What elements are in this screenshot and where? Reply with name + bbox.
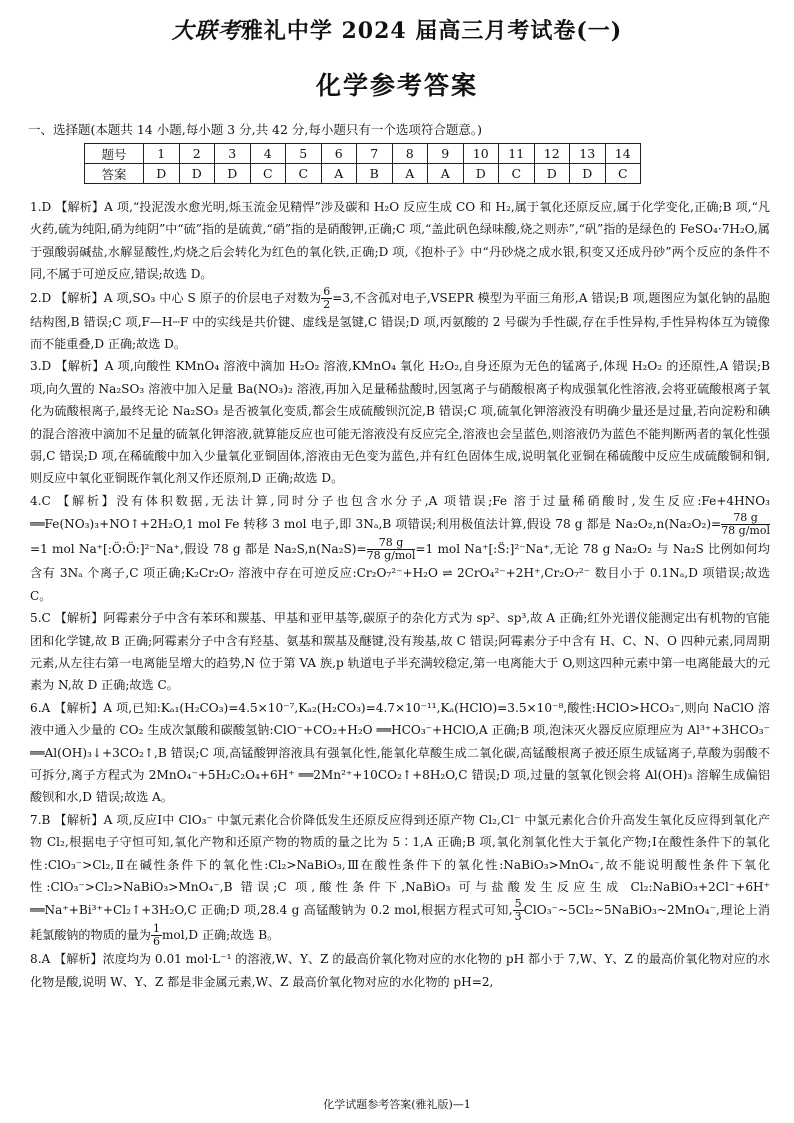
fraction [721, 512, 770, 537]
table-cell: C [499, 164, 535, 184]
fraction-numerator: 78 g [721, 512, 770, 525]
page-title: 化学参考答案 [315, 71, 478, 100]
answer-text: 5.C 【解析】阿霉素分子中含有苯环和羰基、甲基和亚甲基等,碳原子的杂化方式为 sp²、sp³,故 A 正确;红外光谱仪能测定出有机物的官能团和化学键,故 B 正确;阿霉素分子中含有羟基、氨基和羰基及醚键,没有羧基,故 C 错误;阿霉素分子中含有 H、C、N、O 四种元素,同周期元素,从左往右第一电离能呈增大的趋势,N 位于第 VA 族,p 轨道电子半充满较稳定,第一电离能大于 O,则这四种元素中第一电离能最大的元素为 N,故 D 正确;故选 C。 [30, 611, 770, 693]
answer-text: mol,D 正确;故选 B。 [161, 928, 280, 943]
answer-text: 6.A 【解析】A 项,已知:Kₐ₁(H₂CO₃)=4.5×10⁻⁷,Kₐ₂(H₂CO₃)=4.7×10⁻¹¹,Kₐ(HClO)=3.5×10⁻⁸,酸性:HClO>HCO₃⁻,则向 NaClO 溶液中通入少量的 CO₂ 生成次氯酸和碳酸氢钠:ClO⁻+CO₂+H₂O ══HCO₃⁻+HClO,A 正确;B 项,泡沫灭火器反应原理应为 Al³⁺+3HCO₃⁻ ══Al(OH)₃↓+3CO₂↑,B 错误;C 项,高锰酸钾溶液具有强氧化性,能氧化草酸生成二氧化碳,高锰酸根离子被还原生成锰离子,草酸为弱酸不可拆分,离子方程式为 2MnO₄⁻+5H₂C₂O₄+6H⁺ ══2Mn²⁺+10CO₂↑+8H₂O,C 错误;D 项,过量的氢氧化钡会将 Al(OH)₃ 溶解生成偏铝酸钡和水,D 错误;故选 A。 [30, 700, 770, 805]
fraction [367, 537, 416, 562]
table-cell: B [357, 164, 393, 184]
answer-item [30, 697, 770, 809]
table-cell: D [570, 164, 606, 184]
answer-item [30, 948, 770, 993]
table-cell: C [250, 164, 286, 184]
answer-text: 3.D 【解析】A 项,向酸性 KMnO₄ 溶液中滴加 H₂O₂ 溶液,KMnO₄ 氧化 H₂O₂,自身还原为无色的锰离子,体现 H₂O₂ 的还原性,A 错误;B 项,向久置的 Na₂SO₃ 溶液中加入足量 Ba(NO₃)₂ 溶液,再加入足量稀盐酸时,因氢离子与硝酸根离子构成强氧化性溶液,会将亚硫酸根离子氧化为硫酸根离子,最终无论 Na₂SO₃ 是否被氧化变质,都会生成硫酸钡沉淀,B 错误;C 项,硫氧化钾溶液没有明确少量还是过量,若向淀粉和碘的混合溶液中滴加不足量的硫氧化钾溶液,就算能反应也可能无溶液没有反应完全,溶液也会呈蓝色,则溶液仍为蓝色不能判断两者的氧化性强弱,C 错误;D 项,在稀硫酸中加入少量氧化亚铜固体,溶液由无色变为蓝色,并有红色固体生成,说明氧化亚铜在稀硫酸中反应生成硫酸铜和铜,则反应中氧化亚铜既作氧化剂又作还原剂,D 正确;故选 D。 [30, 359, 770, 486]
exam-header [0, 14, 794, 45]
answer-text: 7.B 【解析】A 项,反应Ⅰ中 ClO₃⁻ 中氯元素化合价降低发生还原反应得到还原产物 Cl₂,Cl⁻ 中氯元素化合价升高发生氧化反应得到氧化产物 Cl₂,根据电子守恒可知,氧化产物和还原产物的物质的量之比为 5∶1,A 正确;B 项,氧化剂氧化性大于氧化产物;Ⅰ在酸性条件下的氧化性:ClO₃⁻>Cl₂,Ⅱ在碱性条件下的氧化性:Cl₂>NaBiO₃,Ⅲ在酸性条件下的氧化性:NaBiO₃>MnO₄⁻,故不能说明酸性条件下氧化性:ClO₃⁻>Cl₂>NaBiO₃>MnO₄⁻,B 错误;C 项,酸性条件下,NaBiO₃ 可与盐酸发生反应生成 Cl₂:NaBiO₃+2Cl⁻+6H⁺ ══Na⁺+Bi³⁺+Cl₂↑+3H₂O,C 正确;D 项,28.4 g 高锰酸钠为 0.2 mol,根据方程式可知, [30, 812, 770, 918]
answer-item [30, 607, 770, 697]
table-cell: A [392, 164, 428, 184]
answer-paragraph [30, 809, 770, 949]
table-cell: 10 [463, 144, 499, 164]
answer-item [30, 286, 770, 356]
answer-table [84, 143, 641, 184]
section-heading: 一、选择题(本题共 14 小题,每小题 3 分,共 42 分,每小题只有一个选项符合题意。) [28, 122, 483, 137]
answer-text: 2.D 【解析】A 项,SO₃ 中心 S 原子的价层电子对数为 [30, 290, 322, 305]
answer-paragraph [30, 286, 770, 356]
table-cell: 2 [179, 144, 215, 164]
answer-paragraph [30, 490, 770, 607]
table-cell: 6 [321, 144, 357, 164]
table-cell: C [605, 164, 641, 184]
fraction-numerator: 1 [152, 922, 160, 936]
answer-item [30, 355, 770, 489]
answer-text: =3,不含孤对电子,VSEPR 模型为平面三角形,A 错误;B 项,题图应为氯化钠的晶胞结构图,B 错误;C 项,F—H┄F 中的实线是共价键、虚线是氢键,C 错误;D 项,丙氨酸的 2 号碳为手性碳,存在手性异构,手性异构体互为镜像而不能重叠,D 正确;故选 D。 [30, 290, 770, 352]
fraction-denominator: 3 [514, 910, 522, 924]
fraction [321, 286, 332, 311]
table-cell: 1 [144, 144, 180, 164]
row-header: 答案 [85, 164, 144, 184]
table-cell: D [179, 164, 215, 184]
table-row [85, 144, 641, 164]
fraction-numerator: 5 [514, 897, 522, 911]
fraction-denominator: 78 g/mol [366, 549, 416, 563]
answer-body [30, 196, 770, 993]
table-cell: D [144, 164, 180, 184]
table-cell: C [286, 164, 322, 184]
answer-text: =1 mol Na⁺[:S̈:]²⁻Na⁺,无论 78 g Na₂O₂ 与 Na₂S 比例如何均含有 3Nₐ 个离子,C 项正确;K₂Cr₂O₇ 溶液中存在可逆反应:Cr₂O₇²⁻+H₂O ⇌ 2CrO₄²⁻+2H⁺,Cr₂O₇²⁻ 数目小于 0.1Nₐ,D 项错误;故选 C。 [30, 542, 770, 603]
table-cell: 3 [215, 144, 251, 164]
exam-title: 雅礼中学 2024 届高三月考试卷(一) [240, 18, 623, 44]
table-cell: 11 [499, 144, 535, 164]
fraction-numerator: 78 g [367, 537, 416, 550]
table-cell: 4 [250, 144, 286, 164]
table-cell: 8 [392, 144, 428, 164]
answer-text: ClO₃⁻~5Cl₂~5NaBiO₃~2MnO₄⁻,理论上消耗氯酸钠的物质的量为 [30, 903, 770, 943]
table-cell: A [428, 164, 464, 184]
table-cell: D [463, 164, 499, 184]
fraction-denominator: 6 [152, 935, 160, 949]
answer-item [30, 809, 770, 949]
row-header: 题号 [85, 144, 144, 164]
answer-text: 1.D 【解析】A 项,“投泥泼水愈光明,烁玉流金见精悍”涉及碳和 H₂O 反应生成 CO 和 H₂,属于氧化还原反应,属于化学变化,正确;B 项,“凡火药,硫为纯阳,硝为纯阴”中“硫”指的是硫黄,“硝”指的是硝酸钾,正确;C 项,“盖此矾色绿味酸,烧之则赤”,“矾”指的是绿色的 FeSO₄·7H₂O,属于强酸弱碱盐,水解显酸性,灼烧之后会转化为红色的氧化铁,正确;D 项,《抱朴子》中“丹砂烧之成水银,积变又还成丹砂”两个反应的条件不同,不属于可逆反应,错误;故选 D。 [30, 200, 770, 282]
fraction [513, 898, 524, 923]
answer-text: 8.A 【解析】浓度均为 0.01 mol·L⁻¹ 的溶液,W、Y、Z 的最高价氧化物对应的水化物的 pH 都小于 7,W、Y、Z 的最高价氧化物对应的水化物是酸,说明 W、Y、Z 都是非金属元素,W、Z 最高价氧化物对应的水化物的 pH=2, [30, 952, 770, 989]
table-cell: 13 [570, 144, 606, 164]
table-cell: D [534, 164, 570, 184]
brand-logo: 大联考 [171, 18, 241, 44]
answer-text: 4.C 【解析】没有体积数据,无法计算,同时分子也包含水分子,A 项错误;Fe 溶于过量稀硝酸时,发生反应:Fe+4HNO₃ ══Fe(NO₃)₃+NO↑+2H₂O,1 mol Fe 转移 3 mol 电子,即 3Nₐ,B 项错误;利用极值法计算,假设 78 g 都是 Na₂O₂,n(Na₂O₂)= [30, 493, 770, 532]
fraction-numerator: 6 [323, 284, 331, 298]
fraction-denominator: 2 [323, 297, 331, 311]
answer-item [30, 196, 770, 286]
fraction-denominator: 78 g/mol [721, 524, 770, 538]
table-cell: 12 [534, 144, 570, 164]
table-cell: 14 [605, 144, 641, 164]
table-cell: 7 [357, 144, 393, 164]
answer-item [30, 490, 770, 607]
table-cell: A [321, 164, 357, 184]
fraction [151, 923, 162, 948]
table-cell: 5 [286, 144, 322, 164]
table-cell: 9 [428, 144, 464, 164]
answer-text: =1 mol Na⁺[:Ö:Ö:]²⁻Na⁺,假设 78 g 都是 Na₂S,n(Na₂S)= [30, 542, 367, 557]
page-footer: 化学试题参考答案(雅礼版)—1 [323, 1098, 471, 1111]
table-row [85, 164, 641, 184]
table-cell: D [215, 164, 251, 184]
